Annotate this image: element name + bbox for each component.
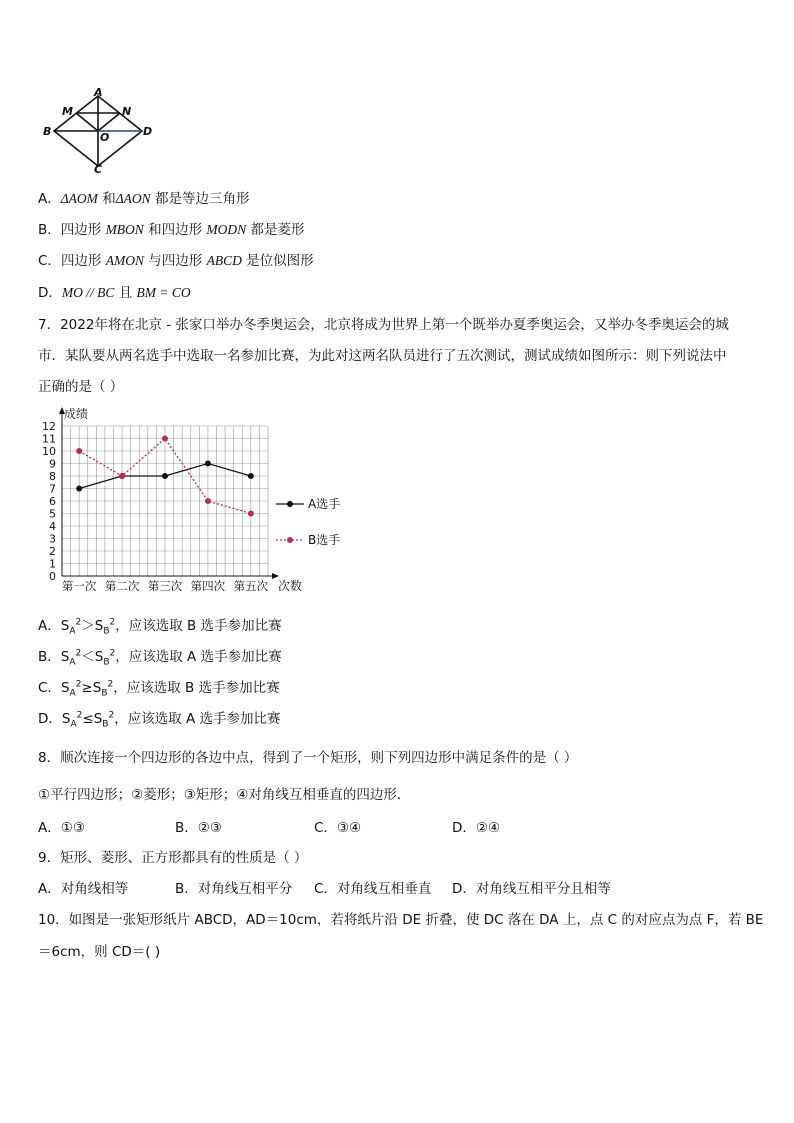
label-D: D — [143, 125, 153, 138]
y-tick-label: 11 — [42, 432, 56, 446]
q7-option-b: B．$S_A^2<S_B^2$，应该选取 A 选手参加比赛 — [38, 648, 282, 668]
q7-stem-line1: 7．2022年将在北京 - 张家口举办冬季奥运会，北京将成为世界上第一个既举办夏季奥运会，又举办冬季奥运会的城 — [38, 317, 729, 333]
q7-option-d: D．$S_A^2\le S_B^2$，应该选取 A 选手参加比赛 — [38, 710, 281, 730]
y-tick-label: 0 — [49, 570, 56, 583]
q10-line1: 10．如图是一张矩形纸片 ABCD，AD＝10cm，若将纸片沿 DE 折叠，使 DC 落在 DA 上，点 C 的对应点为点 F，若 BE — [38, 912, 764, 928]
q10-line2: ＝6cm，则 CD＝( ) — [38, 944, 161, 960]
data-point — [76, 486, 82, 492]
x-axis-title: 次数 — [278, 579, 303, 593]
q7-stem-line3: 正确的是（ ） — [38, 379, 124, 395]
x-tick-label: 第四次 — [190, 579, 226, 593]
q8-choices: ①平行四边形；②菱形；③矩形；④对角线互相垂直的四边形． — [38, 787, 411, 803]
y-tick-label: 1 — [49, 557, 56, 571]
q7-option-c: C．$S_A^2\ge S_B^2$，应该选取 B 选手参加比赛 — [38, 679, 280, 699]
y-tick-label: 8 — [49, 470, 56, 483]
data-point — [162, 473, 168, 479]
legend-marker — [287, 501, 293, 507]
y-tick-label: 10 — [42, 445, 56, 458]
y-tick-label: 12 — [42, 420, 56, 433]
data-point — [248, 473, 254, 479]
q8-option-c: C．③④ — [314, 820, 362, 836]
q9-option-d: D．对角线互相平分且相等 — [452, 881, 611, 897]
data-point — [205, 461, 211, 467]
q8-option-b: B．②③ — [175, 820, 222, 836]
score-line-chart — [32, 404, 362, 600]
legend-label: B选手 — [308, 533, 341, 547]
q6-option-c: C．四边形 AMON 与四边形 ABCD 是位似图形 — [38, 253, 314, 269]
label-N: N — [122, 105, 132, 118]
y-tick-label: 3 — [49, 532, 56, 546]
q8-option-d: D．②④ — [452, 820, 501, 836]
y-tick-label: 2 — [49, 545, 56, 558]
x-tick-label: 第二次 — [104, 579, 140, 593]
q9-option-a: A．对角线相等 — [38, 881, 129, 897]
q6-option-d: D．MO // BC 且 BM = CO — [38, 285, 191, 301]
label-C: C — [94, 163, 103, 174]
q6-option-b: B．四边形 MBON 和四边形 MODN 都是菱形 — [38, 222, 305, 238]
label-A: A — [94, 88, 103, 99]
data-point — [205, 498, 211, 504]
q8-option-a: A．①③ — [38, 820, 85, 836]
y-tick-label: 6 — [49, 495, 56, 508]
q7-option-a: A．$S_A^2>S_B^2$，应该选取 B 选手参加比赛 — [38, 617, 282, 637]
legend-label: A选手 — [308, 497, 341, 511]
q9-stem: 9．矩形、菱形、正方形都具有的性质是（ ） — [38, 850, 308, 866]
q8-stem: 8．顺次连接一个四边形的各边中点，得到了一个矩形，则下列四边形中满足条件的是（ ） — [38, 750, 578, 766]
y-tick-label: 5 — [49, 507, 56, 521]
y-tick-label: 4 — [49, 520, 56, 533]
data-point — [162, 436, 168, 442]
q9-option-c: C．对角线互相垂直 — [314, 881, 432, 897]
label-O: O — [100, 131, 110, 144]
y-tick-label: 7 — [49, 482, 56, 496]
data-point — [248, 511, 254, 517]
q9-option-b: B．对角线互相平分 — [175, 881, 293, 897]
q7-stem-line2: 市．某队要从两名选手中选取一名参加比赛，为此对这两名队员进行了五次测试，测试成绩如图所示：则下列说法中 — [38, 348, 727, 364]
label-M: M — [62, 105, 73, 118]
x-tick-label: 第五次 — [233, 579, 269, 593]
label-B: B — [43, 125, 52, 138]
data-point — [76, 448, 82, 454]
q6-option-a: A．ΔAOM 和ΔAON 都是等边三角形 — [38, 191, 250, 207]
x-tick-label: 第三次 — [147, 579, 183, 593]
data-point — [119, 473, 125, 479]
legend-marker — [287, 537, 293, 543]
y-axis-title: 成绩 — [64, 407, 89, 421]
y-tick-label: 9 — [49, 457, 56, 471]
x-tick-label: 第一次 — [61, 579, 97, 593]
rhombus-figure — [40, 88, 160, 174]
